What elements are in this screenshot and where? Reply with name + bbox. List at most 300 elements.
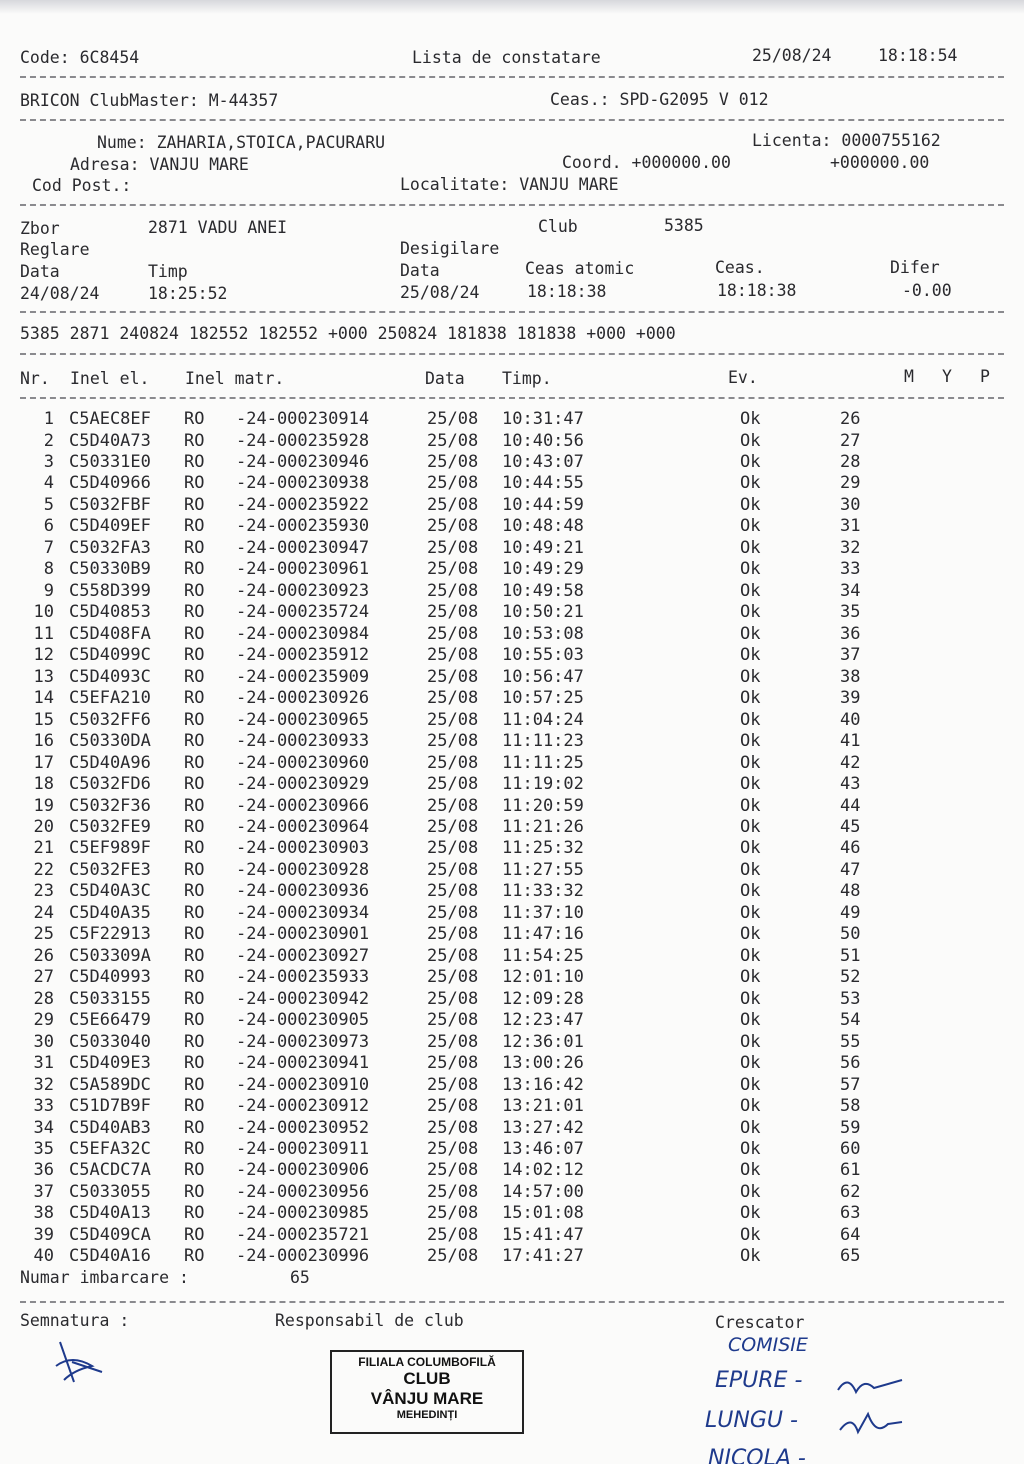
crescator-label: Crescator — [715, 1313, 805, 1332]
row-inel-el: C5D40A73 — [69, 430, 151, 451]
row-inel-matr: -24-000230942 — [236, 988, 370, 1009]
row-country: RO — [184, 451, 205, 472]
row-ev: Ok — [740, 1224, 761, 1245]
club-label: Club — [538, 217, 578, 236]
row-inel-matr: -24-000235721 — [236, 1224, 370, 1245]
row-position: 29 — [840, 473, 861, 494]
numar-imbarcare-value: 65 — [290, 1268, 310, 1287]
table-row — [0, 989, 1024, 1011]
row-inel-el: C5D4099C — [69, 645, 151, 666]
table-row — [0, 409, 1024, 431]
coord-second: +000000.00 — [830, 153, 930, 172]
row-ev: Ok — [740, 1139, 761, 1159]
lungu-signature — [836, 1408, 906, 1438]
table-row — [0, 581, 1024, 603]
ceas-label: Ceas. — [715, 258, 765, 277]
row-time: 10:56:47 — [502, 666, 584, 687]
row-inel-el: C5D409CA — [69, 1224, 151, 1245]
row-position: 48 — [840, 881, 861, 902]
row-nr: 5 — [43, 494, 54, 515]
row-date: 25/08 — [427, 559, 479, 580]
row-position: 43 — [840, 774, 861, 794]
row-nr: 31 — [33, 1053, 54, 1074]
row-inel-matr: -24-000230941 — [236, 1053, 370, 1074]
row-date: 25/08 — [427, 430, 479, 451]
row-country: RO — [184, 1031, 205, 1052]
row-country: RO — [184, 1203, 205, 1224]
row-date: 25/08 — [427, 1224, 479, 1245]
row-nr: 37 — [33, 1181, 54, 1202]
row-time: 11:11:25 — [502, 752, 584, 773]
row-date: 25/08 — [427, 1246, 479, 1267]
ceas-atomic-label: Ceas atomic — [525, 259, 635, 278]
row-nr: 33 — [33, 1096, 54, 1116]
row-nr: 36 — [33, 1160, 54, 1181]
row-inel-el: C5032FD6 — [69, 774, 151, 794]
row-ev: Ok — [740, 1010, 761, 1031]
row-date: 25/08 — [427, 645, 479, 666]
row-ev: Ok — [740, 988, 761, 1009]
row-inel-matr: -24-000235724 — [236, 602, 370, 623]
row-date: 25/08 — [427, 580, 479, 601]
row-inel-el: C5AEC8EF — [69, 409, 151, 429]
row-country: RO — [184, 752, 205, 773]
row-ev: Ok — [740, 1181, 761, 1202]
row-ev: Ok — [740, 752, 761, 773]
zbor-label: Zbor — [20, 219, 60, 238]
separator — [20, 76, 1004, 78]
row-inel-el: C5032FE3 — [69, 859, 151, 880]
row-nr: 10 — [33, 602, 54, 623]
row-position: 37 — [840, 645, 861, 666]
row-nr: 17 — [33, 752, 54, 773]
table-row — [0, 1139, 1024, 1161]
row-country: RO — [184, 1224, 205, 1245]
row-ev: Ok — [740, 1096, 761, 1116]
row-date: 25/08 — [427, 838, 479, 859]
row-inel-matr: -24-000235909 — [236, 666, 370, 687]
row-time: 14:57:00 — [502, 1181, 584, 1202]
table-row — [0, 1203, 1024, 1225]
row-inel-matr: -24-000235928 — [236, 430, 370, 451]
row-date: 25/08 — [427, 451, 479, 472]
desigilare-label: Desigilare — [400, 239, 500, 258]
row-time: 11:33:32 — [502, 881, 584, 902]
row-inel-el: C5D40A96 — [69, 752, 151, 773]
table-row — [0, 1010, 1024, 1032]
device-label: BRICON ClubMaster: M-44357 — [20, 91, 279, 110]
row-inel-el: C5032FE9 — [69, 816, 151, 837]
table-row — [0, 1246, 1024, 1268]
row-inel-el: C5033040 — [69, 1031, 151, 1052]
row-time: 10:44:59 — [502, 494, 584, 515]
row-inel-matr: -24-000230933 — [236, 731, 370, 751]
row-inel-el: C558D399 — [69, 580, 151, 601]
row-country: RO — [184, 774, 205, 794]
row-time: 11:21:26 — [502, 816, 584, 837]
table-row — [0, 796, 1024, 818]
row-inel-el: C5032FA3 — [69, 537, 151, 558]
row-country: RO — [184, 1117, 205, 1138]
stamp-line4: MEHEDINȚI — [396, 1409, 458, 1421]
row-time: 13:46:07 — [502, 1139, 584, 1159]
header-date: 25/08/24 — [752, 46, 832, 65]
row-date: 25/08 — [427, 795, 479, 816]
table-row — [0, 731, 1024, 753]
difer-label: Difer — [890, 258, 940, 277]
row-time: 10:48:48 — [502, 516, 584, 537]
row-date: 25/08 — [427, 409, 479, 429]
row-nr: 27 — [33, 967, 54, 988]
zbor-value: 2871 VADU ANEI — [148, 218, 288, 237]
row-time: 12:09:28 — [502, 988, 584, 1009]
clock-label: Ceas.: SPD-G2095 V 012 — [550, 90, 769, 109]
row-country: RO — [184, 902, 205, 923]
row-inel-matr: -24-000230914 — [236, 409, 370, 429]
row-ev: Ok — [740, 451, 761, 472]
row-time: 10:43:07 — [502, 451, 584, 472]
row-nr: 28 — [33, 988, 54, 1009]
row-position: 54 — [840, 1010, 861, 1031]
row-nr: 40 — [33, 1246, 54, 1267]
row-time: 10:44:55 — [502, 473, 584, 494]
row-ev: Ok — [740, 602, 761, 623]
des-atomic-value: 18:18:38 — [527, 282, 607, 301]
row-nr: 16 — [33, 731, 54, 751]
row-position: 63 — [840, 1203, 861, 1224]
row-ev: Ok — [740, 688, 761, 709]
locality-label: Localitate: VANJU MARE — [400, 175, 619, 194]
row-ev: Ok — [740, 709, 761, 730]
row-time: 13:16:42 — [502, 1074, 584, 1095]
row-nr: 34 — [33, 1117, 54, 1138]
row-country: RO — [184, 881, 205, 902]
row-country: RO — [184, 1010, 205, 1031]
table-row — [0, 1096, 1024, 1118]
row-country: RO — [184, 924, 205, 945]
row-date: 25/08 — [427, 1031, 479, 1052]
row-ev: Ok — [740, 902, 761, 923]
row-inel-matr: -24-000235912 — [236, 645, 370, 666]
row-inel-el: C5D40A35 — [69, 902, 151, 923]
row-time: 15:01:08 — [502, 1203, 584, 1224]
stamp-line1: FILIALA COLUMBOFILĂ — [358, 1355, 496, 1369]
row-time: 15:41:47 — [502, 1224, 584, 1245]
code-line: 5385 2871 240824 182552 182552 +000 250824 181838 181838 +000 +000 — [20, 324, 676, 343]
row-country: RO — [184, 645, 205, 666]
row-inel-matr: -24-000230923 — [236, 580, 370, 601]
row-ev: Ok — [740, 623, 761, 644]
row-country: RO — [184, 409, 205, 429]
row-position: 56 — [840, 1053, 861, 1074]
row-time: 11:25:32 — [502, 838, 584, 859]
table-row — [0, 860, 1024, 882]
reglare-label: Reglare — [20, 240, 90, 259]
row-inel-matr: -24-000230964 — [236, 816, 370, 837]
col-nr: Nr. — [20, 369, 50, 388]
row-inel-el: C5D40966 — [69, 473, 151, 494]
row-inel-matr: -24-000230973 — [236, 1031, 370, 1052]
row-time: 10:53:08 — [502, 623, 584, 644]
row-country: RO — [184, 623, 205, 644]
row-position: 33 — [840, 559, 861, 580]
table-row — [0, 774, 1024, 796]
row-inel-el: C5033055 — [69, 1181, 151, 1202]
reg-timp-label: Timp — [148, 262, 188, 281]
row-inel-matr: -24-000230912 — [236, 1096, 370, 1116]
table-row — [0, 903, 1024, 925]
row-nr: 19 — [33, 795, 54, 816]
handwriting-epure: EPURE - — [715, 1368, 803, 1393]
document-title: Lista de constatare — [412, 48, 601, 67]
table-row — [0, 838, 1024, 860]
row-time: 11:20:59 — [502, 795, 584, 816]
row-position: 58 — [840, 1096, 861, 1116]
row-time: 10:31:47 — [502, 409, 584, 429]
row-country: RO — [184, 967, 205, 988]
numar-imbarcare-label: Numar imbarcare : — [20, 1268, 189, 1287]
row-ev: Ok — [740, 645, 761, 666]
row-position: 46 — [840, 838, 861, 859]
row-inel-el: C5EFA210 — [69, 688, 151, 709]
row-inel-matr: -24-000230984 — [236, 623, 370, 644]
row-ev: Ok — [740, 774, 761, 794]
row-inel-el: C5EFA32C — [69, 1139, 151, 1159]
row-nr: 30 — [33, 1031, 54, 1052]
row-time: 12:01:10 — [502, 967, 584, 988]
separator — [20, 311, 1004, 313]
row-time: 11:47:16 — [502, 924, 584, 945]
row-nr: 32 — [33, 1074, 54, 1095]
row-nr: 14 — [33, 688, 54, 709]
row-inel-matr: -24-000230927 — [236, 945, 370, 966]
table-row — [0, 559, 1024, 581]
row-date: 25/08 — [427, 1139, 479, 1159]
row-inel-matr: -24-000230903 — [236, 838, 370, 859]
row-ev: Ok — [740, 1117, 761, 1138]
col-p: P — [980, 367, 990, 386]
row-position: 42 — [840, 752, 861, 773]
row-position: 47 — [840, 859, 861, 880]
table-row — [0, 946, 1024, 968]
row-ev: Ok — [740, 409, 761, 429]
row-ev: Ok — [740, 516, 761, 537]
reg-time-value: 18:25:52 — [148, 284, 228, 303]
row-country: RO — [184, 688, 205, 709]
semnatura-label: Semnatura : — [20, 1311, 130, 1330]
row-date: 25/08 — [427, 752, 479, 773]
row-inel-el: C50331E0 — [69, 451, 151, 472]
row-inel-el: C5EF989F — [69, 838, 151, 859]
row-inel-matr: -24-000235922 — [236, 494, 370, 515]
row-inel-matr: -24-000230905 — [236, 1010, 370, 1031]
row-position: 50 — [840, 924, 861, 945]
row-position: 53 — [840, 988, 861, 1009]
row-inel-matr: -24-000230947 — [236, 537, 370, 558]
table-row — [0, 667, 1024, 689]
row-position: 36 — [840, 623, 861, 644]
row-inel-matr: -24-000230929 — [236, 774, 370, 794]
row-date: 25/08 — [427, 1053, 479, 1074]
row-position: 61 — [840, 1160, 861, 1181]
table-row — [0, 1225, 1024, 1247]
row-country: RO — [184, 1246, 205, 1267]
row-nr: 15 — [33, 709, 54, 730]
row-country: RO — [184, 1139, 205, 1159]
table-row — [0, 431, 1024, 453]
row-nr: 35 — [33, 1139, 54, 1159]
row-inel-matr: -24-000230906 — [236, 1160, 370, 1181]
row-nr: 24 — [33, 902, 54, 923]
table-row — [0, 452, 1024, 474]
row-date: 25/08 — [427, 709, 479, 730]
row-date: 25/08 — [427, 945, 479, 966]
row-time: 13:00:26 — [502, 1053, 584, 1074]
row-inel-el: C51D7B9F — [69, 1096, 151, 1116]
row-position: 31 — [840, 516, 861, 537]
epure-signature — [834, 1370, 906, 1400]
row-position: 51 — [840, 945, 861, 966]
row-date: 25/08 — [427, 731, 479, 751]
des-data-label: Data — [400, 261, 440, 280]
row-nr: 22 — [33, 859, 54, 880]
row-nr: 23 — [33, 881, 54, 902]
row-inel-el: C5D40993 — [69, 967, 151, 988]
des-clock-value: 18:18:38 — [717, 281, 797, 300]
table-row — [0, 1053, 1024, 1075]
row-inel-matr: -24-000230965 — [236, 709, 370, 730]
table-row — [0, 645, 1024, 667]
row-date: 25/08 — [427, 988, 479, 1009]
row-nr: 7 — [43, 537, 54, 558]
row-country: RO — [184, 1181, 205, 1202]
stamp-line3: VÂNJU MARE — [370, 1389, 484, 1408]
row-date: 25/08 — [427, 902, 479, 923]
row-inel-el: C5ACDC7A — [69, 1160, 151, 1181]
row-country: RO — [184, 473, 205, 494]
row-inel-matr: -24-000230928 — [236, 859, 370, 880]
reg-date-value: 24/08/24 — [20, 284, 100, 303]
row-ev: Ok — [740, 537, 761, 558]
row-nr: 8 — [43, 559, 54, 580]
row-time: 13:27:42 — [502, 1117, 584, 1138]
row-inel-el: C5D409EF — [69, 516, 151, 537]
table-row — [0, 924, 1024, 946]
col-y: Y — [942, 367, 952, 386]
row-country: RO — [184, 945, 205, 966]
row-ev: Ok — [740, 731, 761, 751]
row-time: 12:23:47 — [502, 1010, 584, 1031]
row-inel-el: C5033155 — [69, 988, 151, 1009]
row-date: 25/08 — [427, 623, 479, 644]
row-ev: Ok — [740, 580, 761, 601]
row-ev: Ok — [740, 924, 761, 945]
address-label: Adresa: VANJU MARE — [70, 155, 249, 174]
row-position: 28 — [840, 451, 861, 472]
row-country: RO — [184, 494, 205, 515]
row-inel-matr: -24-000230911 — [236, 1139, 370, 1159]
row-nr: 25 — [33, 924, 54, 945]
row-time: 10:49:58 — [502, 580, 584, 601]
table-row — [0, 881, 1024, 903]
row-position: 57 — [840, 1074, 861, 1095]
row-country: RO — [184, 1053, 205, 1074]
row-inel-el: C5E66479 — [69, 1010, 151, 1031]
row-inel-matr: -24-000230936 — [236, 881, 370, 902]
row-nr: 21 — [33, 838, 54, 859]
postcode-label: Cod Post.: — [32, 176, 132, 195]
row-time: 11:19:02 — [502, 774, 584, 794]
row-date: 25/08 — [427, 1117, 479, 1138]
row-time: 10:50:21 — [502, 602, 584, 623]
responsabil-label: Responsabil de club — [275, 1311, 464, 1330]
row-date: 25/08 — [427, 602, 479, 623]
row-inel-el: C5D409E3 — [69, 1053, 151, 1074]
owner-name: Nume: ZAHARIA,STOICA,PACURARU — [97, 133, 386, 152]
col-timp: Timp. — [502, 369, 552, 388]
table-row — [0, 1118, 1024, 1140]
club-stamp — [330, 1350, 524, 1434]
row-date: 25/08 — [427, 537, 479, 558]
row-inel-el: C5F22913 — [69, 924, 151, 945]
header-time: 18:18:54 — [878, 46, 958, 65]
handwriting-nicola: NICOLA - — [708, 1446, 806, 1464]
row-time: 10:55:03 — [502, 645, 584, 666]
row-inel-matr: -24-000230966 — [236, 795, 370, 816]
row-country: RO — [184, 731, 205, 751]
row-country: RO — [184, 816, 205, 837]
separator — [20, 204, 1004, 206]
row-nr: 13 — [33, 666, 54, 687]
row-position: 32 — [840, 537, 861, 558]
row-position: 41 — [840, 731, 861, 751]
row-date: 25/08 — [427, 494, 479, 515]
row-date: 25/08 — [427, 1074, 479, 1095]
table-row — [0, 516, 1024, 538]
row-country: RO — [184, 838, 205, 859]
license-label: Licenta: 0000755162 — [752, 131, 941, 150]
row-time: 11:54:25 — [502, 945, 584, 966]
row-country: RO — [184, 709, 205, 730]
table-row — [0, 495, 1024, 517]
row-inel-matr: -24-000235933 — [236, 967, 370, 988]
row-country: RO — [184, 516, 205, 537]
row-inel-matr: -24-000230926 — [236, 688, 370, 709]
row-position: 45 — [840, 816, 861, 837]
row-inel-el: C50330B9 — [69, 559, 151, 580]
row-time: 10:57:25 — [502, 688, 584, 709]
row-position: 49 — [840, 902, 861, 923]
table-row — [0, 688, 1024, 710]
des-date-value: 25/08/24 — [400, 283, 480, 302]
row-position: 59 — [840, 1117, 861, 1138]
row-time: 10:49:29 — [502, 559, 584, 580]
row-inel-el: C5032F36 — [69, 795, 151, 816]
row-inel-matr: -24-000235930 — [236, 516, 370, 537]
row-position: 38 — [840, 666, 861, 687]
row-ev: Ok — [740, 1160, 761, 1181]
row-nr: 26 — [33, 945, 54, 966]
row-inel-matr: -24-000230956 — [236, 1181, 370, 1202]
table-row — [0, 602, 1024, 624]
row-nr: 20 — [33, 816, 54, 837]
row-ev: Ok — [740, 1203, 761, 1224]
row-position: 34 — [840, 580, 861, 601]
row-country: RO — [184, 795, 205, 816]
row-position: 52 — [840, 967, 861, 988]
row-date: 25/08 — [427, 473, 479, 494]
row-position: 44 — [840, 795, 861, 816]
